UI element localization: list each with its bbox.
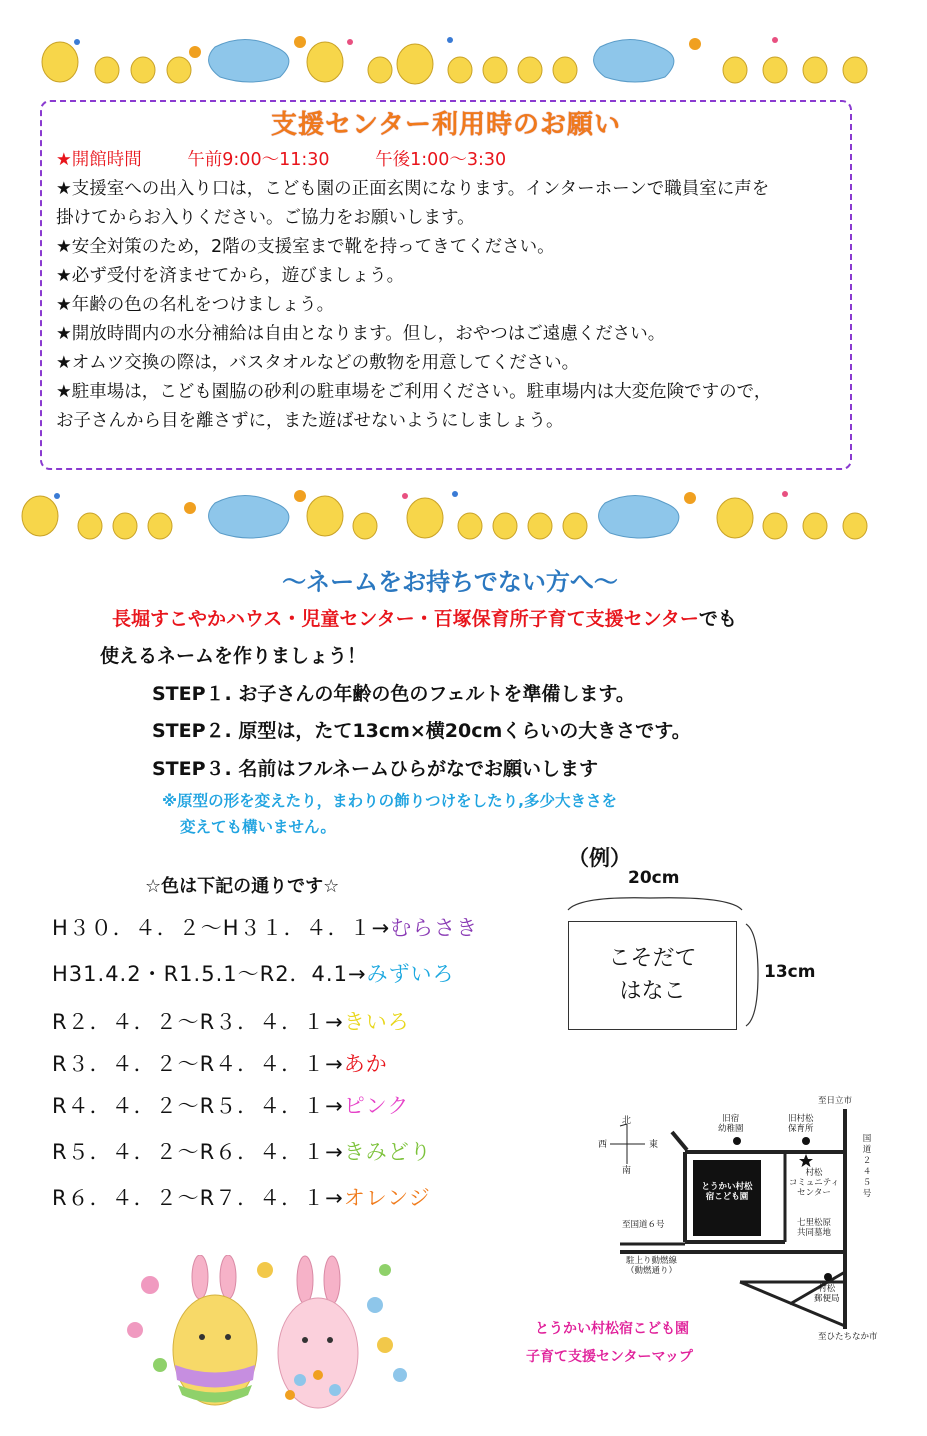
color-row <box>52 1090 409 1120</box>
color-row <box>52 1006 410 1036</box>
age-range: R３．４．２～R４．４．１→ <box>52 1052 344 1076</box>
map-north: 北 <box>622 1116 632 1126</box>
example-name-line2: はなこ <box>619 979 686 1004</box>
notice-line: ★オムツ交換の際は，バスタオルなどの敷物を用意してください。 <box>56 353 580 373</box>
middle-decoration-border <box>15 478 880 550</box>
name-section-subtitle <box>112 604 737 631</box>
example-width-label: 20cm <box>628 868 680 888</box>
age-range: R２．４．２～R３．４．１→ <box>52 1010 344 1034</box>
map-kindergarten: とうかい村松 宿こども園 <box>701 1182 753 1202</box>
map-community-center: 村松 コミュニティ センター <box>788 1168 840 1198</box>
color-list-title: ☆色は下記の通りです☆ <box>145 876 340 897</box>
color-row <box>52 958 455 988</box>
color-name: ピンク <box>343 1094 410 1118</box>
map-to-route6: 至国道６号 <box>622 1220 665 1230</box>
top-decoration-border <box>15 22 880 94</box>
map-to-hitachinaka: 至ひたちなか市 <box>818 1332 878 1342</box>
notice-line: お子さんから目を離さずに，また遊ばせないようにしましょう。 <box>56 411 564 431</box>
age-range: H３０．４．２～H３１．４．１→ <box>52 916 391 940</box>
example-name-line1: こそだて <box>608 946 697 971</box>
notice-line: ★支援室への出入り口は，こども園の正面玄関になります。インターホーンで職員室に声を <box>56 179 770 199</box>
color-name: あか <box>343 1052 388 1076</box>
step-3: STEP３. 名前はフルネームひらがなでお願いします <box>152 758 599 780</box>
age-range: R５．４．２～R６．４．１→ <box>52 1140 344 1164</box>
notice-line: ★安全対策のため，2階の支援室まで靴を持ってきてください。 <box>56 237 555 257</box>
note-line-1: ※原型の形を変えたり，まわりの飾りつけをしたり,多少大きさを <box>162 792 617 810</box>
example-height-label: 13cm <box>764 962 816 982</box>
hours-am: 午前9:00～11:30 <box>187 150 330 170</box>
notice-line: ★必ず受付を済ませてから，遊びましょう。 <box>56 266 405 286</box>
example-nametag <box>568 921 737 1030</box>
notice-lines <box>56 146 846 436</box>
opening-hours <box>56 146 846 175</box>
map-to-hitachi: 至日立市 <box>818 1096 853 1106</box>
notice-line: ★年齢の色の名札をつけましょう。 <box>56 295 335 315</box>
name-section-subtitle2: 使えるネームを作りましょう！ <box>100 645 367 667</box>
easter-bunny-eggs-illustration <box>120 1255 420 1425</box>
color-name: きいろ <box>343 1010 410 1034</box>
notice-box <box>40 100 852 470</box>
step-1: STEP１. お子さんの年齢の色のフェルトを準備します。 <box>152 683 635 705</box>
map-national-route: 国道２４５号 <box>862 1134 872 1199</box>
notice-line: ★開放時間内の水分補給は自由となります。但し，おやつはご遠慮ください。 <box>56 324 666 344</box>
note-line-2: 変えても構いません。 <box>180 818 336 836</box>
access-map <box>590 1094 890 1344</box>
step-2: STEP２. 原型は，たて13cm×横20cmくらいの大きさです。 <box>152 720 691 742</box>
map-prefectural-road: 駐上り動燃線 （動燃通り） <box>626 1256 678 1276</box>
color-row <box>52 1048 388 1078</box>
age-range: H31.4.2・R1.5.1～R2．4.1→ <box>52 962 367 986</box>
map-old-kindergarten: 旧宿 幼稚園 <box>718 1114 744 1134</box>
color-name: みずいろ <box>366 962 455 986</box>
map-old-nursery: 旧村松 保育所 <box>788 1114 814 1134</box>
hours-pm: 午後1:00～3:30 <box>375 150 507 170</box>
notice-line: ★駐車場は，こども園脇の砂利の駐車場をご利用ください。駐車場内は大変危険ですので， <box>56 382 772 402</box>
age-range: R６．４．２～R７．４．１→ <box>52 1186 344 1210</box>
notice-line: 掛けてからお入りください。ご協力をお願いします。 <box>56 208 475 228</box>
map-post-office: 村松 郵便局 <box>814 1284 840 1304</box>
subtitle-suffix: でも <box>698 608 737 630</box>
color-name: むらさき <box>390 916 479 940</box>
map-caption-2: 子育て支援センターマップ <box>526 1349 693 1365</box>
color-name: きみどり <box>343 1140 432 1164</box>
hours-label: ★開館時間 <box>56 150 142 170</box>
map-south: 南 <box>622 1166 632 1176</box>
map-east: 東 <box>649 1140 659 1150</box>
color-row <box>52 912 478 942</box>
age-range: R４．４．２～R５．４．１→ <box>52 1094 344 1118</box>
example-label: （例） <box>568 846 631 870</box>
color-name: オレンジ <box>343 1186 431 1210</box>
map-west: 西 <box>598 1140 608 1150</box>
subtitle-facilities: 長堀すこやかハウス・児童センター・百塚保育所子育て支援センター <box>112 608 699 630</box>
color-row <box>52 1136 432 1166</box>
map-cemetery: 七里松原 共同墓地 <box>796 1218 831 1238</box>
color-row <box>52 1182 431 1212</box>
notice-title: 支援センター利用時のお願い <box>271 110 621 140</box>
map-caption-1: とうかい村松宿こども園 <box>535 1321 689 1337</box>
name-section-title: ～ネームをお持ちでない方へ～ <box>282 568 618 596</box>
